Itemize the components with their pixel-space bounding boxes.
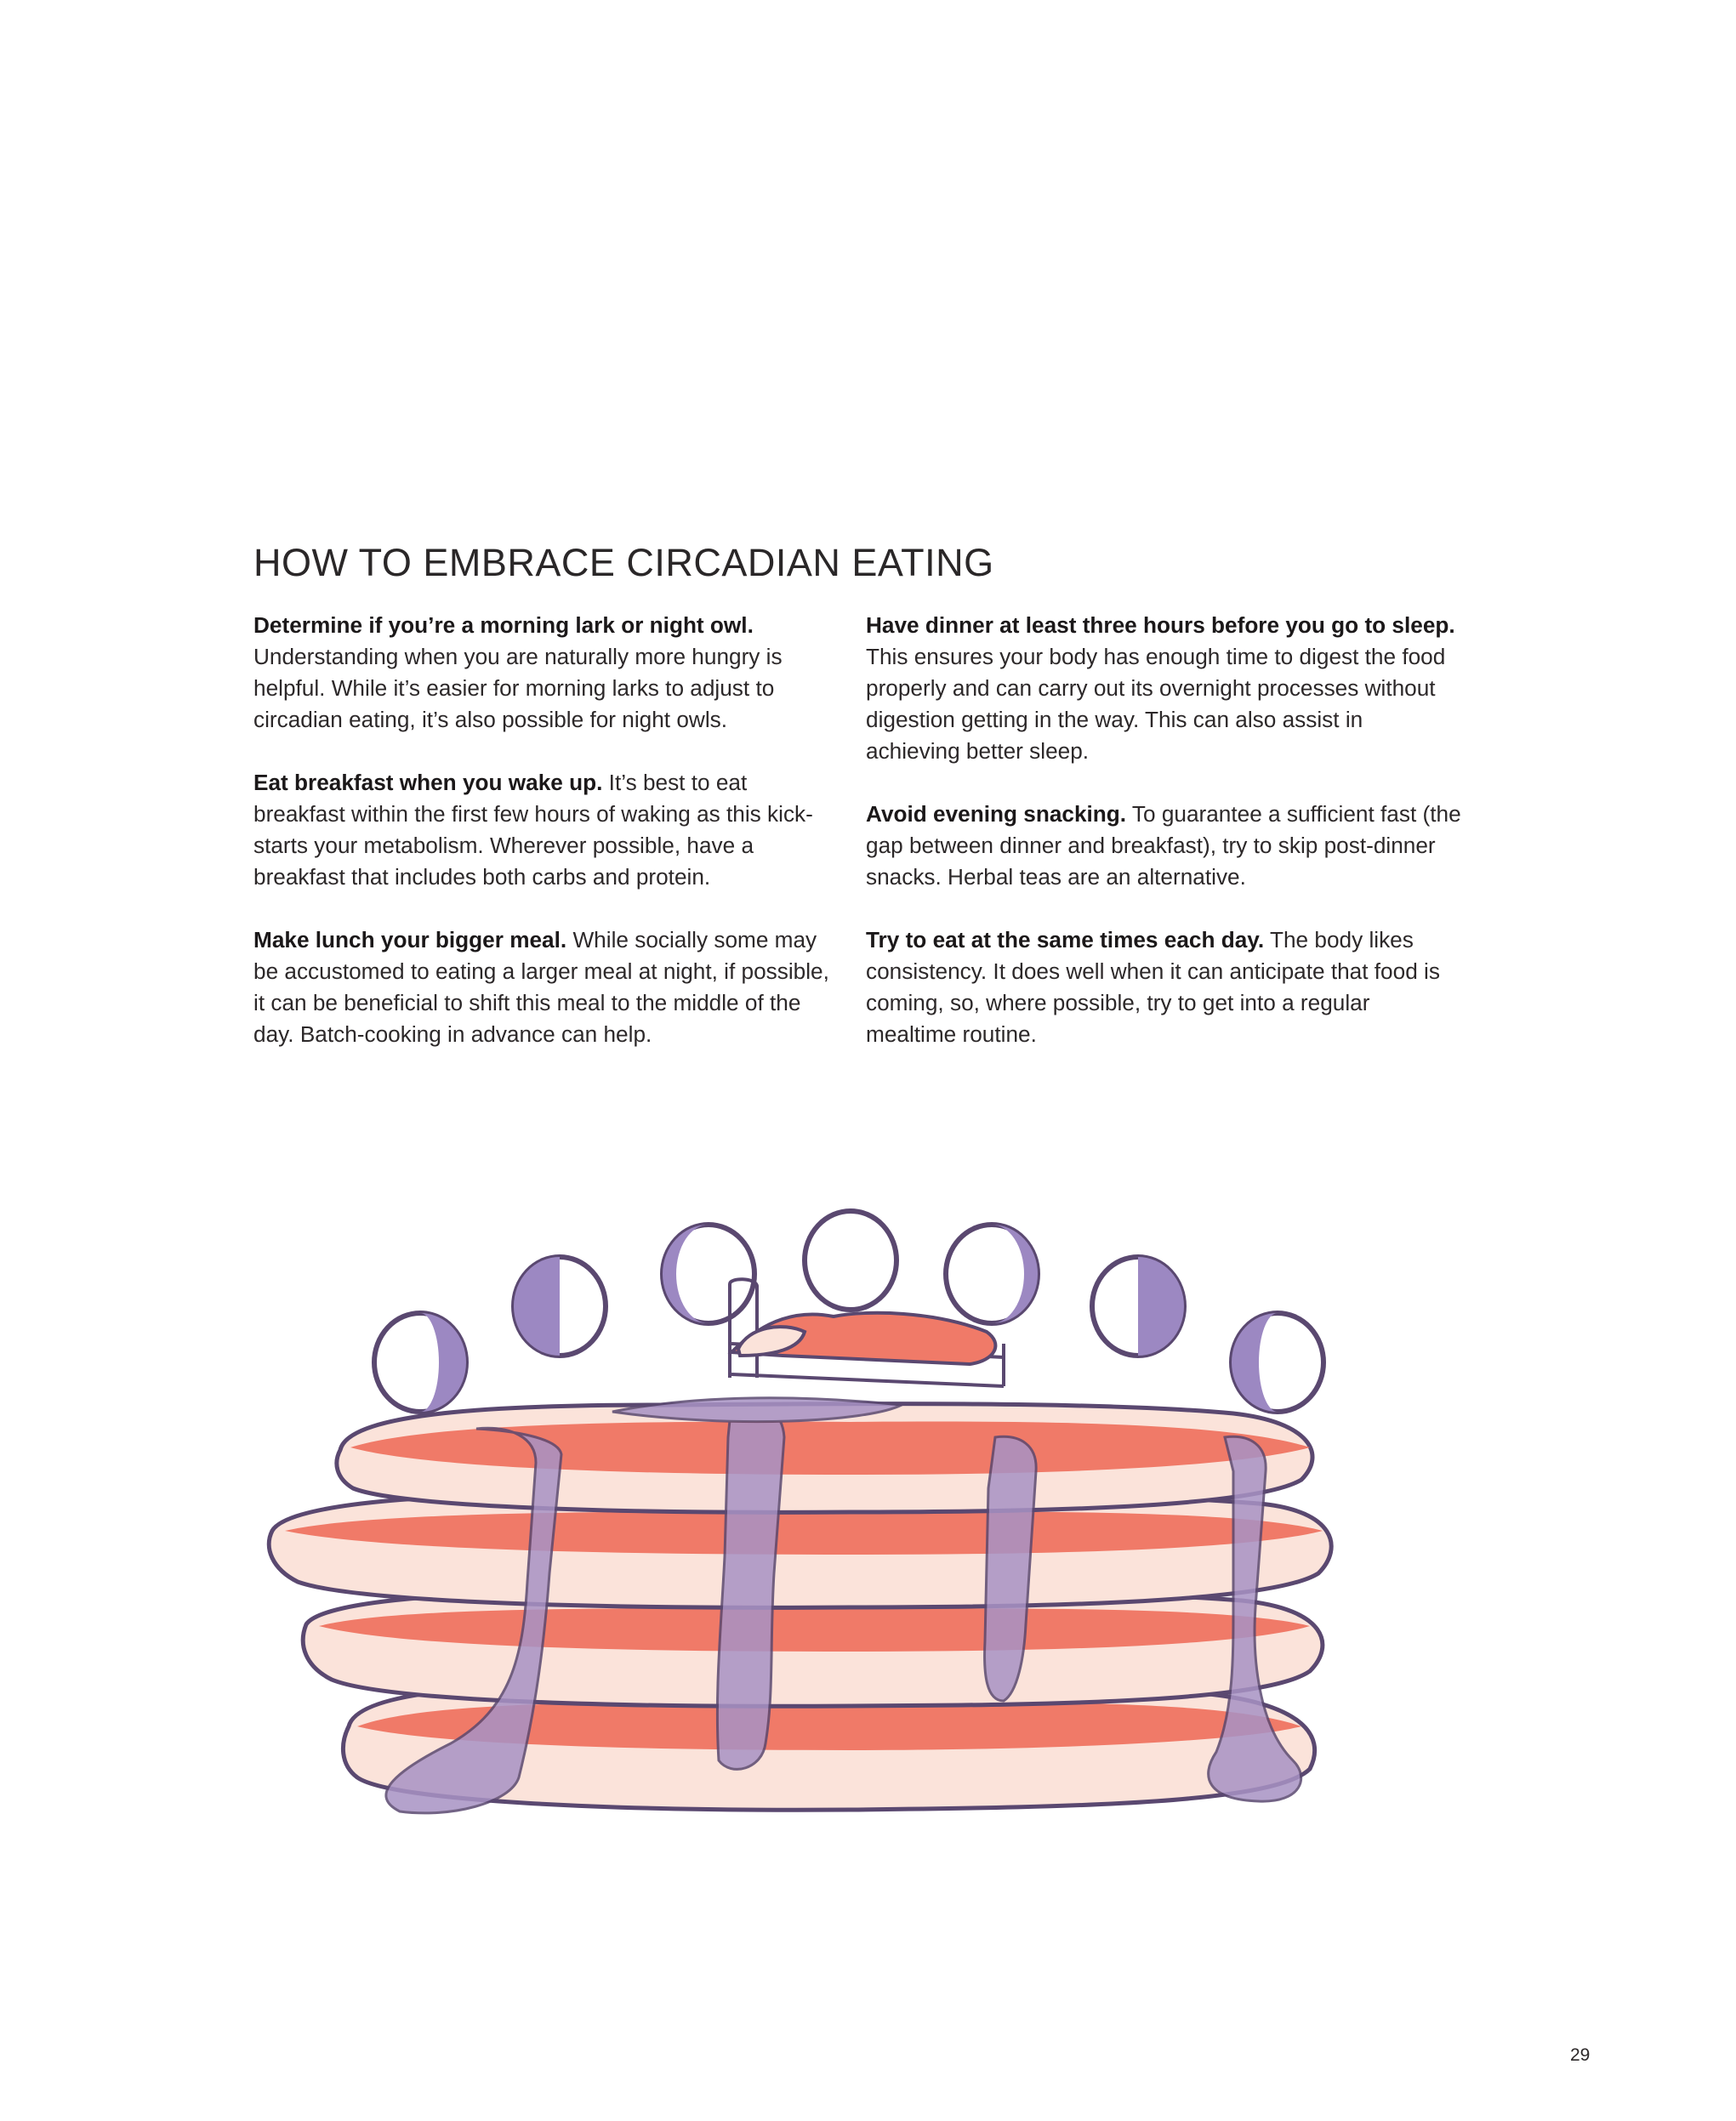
tip-dinner — [866, 610, 1461, 767]
tip-heading: Try to eat at the same times each day. — [866, 927, 1265, 952]
pancake-stack — [269, 1404, 1331, 1811]
tip-heading: Make lunch your bigger meal. — [253, 927, 567, 952]
tip-heading: Determine if you’re a morning lark or night owl. — [253, 612, 754, 638]
moon-full-icon — [805, 1211, 896, 1310]
tip-body: To guarantee a sufficient fast (the gap between dinner and breakfast), try to skip post-dinner snacks. Herbal teas are an alternative. — [866, 801, 1461, 890]
moon-waxing-gibbous-icon — [663, 1225, 754, 1323]
moon-phases — [374, 1211, 1323, 1412]
pancake-moon-illustration — [255, 1182, 1446, 1862]
moon-last-quarter-icon — [1092, 1257, 1184, 1356]
tip-snacking — [866, 799, 1461, 893]
page-number: 29 — [1570, 2045, 1591, 2065]
tip-lunch — [253, 924, 832, 1050]
page-title: HOW TO EMBRACE CIRCADIAN EATING — [253, 541, 994, 584]
tip-body: The body likes consistency. It does well when it can anticipate that food is coming, so, where possible, try to get into a regular mealtime routine. — [866, 927, 1440, 1047]
tip-body: This ensures your body has enough time to digest the food properly and can carry out its overnight processes without digestion getting in the way. This can also assist in achieving better sleep. — [866, 644, 1446, 764]
moon-waning-crescent-icon — [1232, 1313, 1323, 1412]
tip-heading: Avoid evening snacking. — [866, 801, 1127, 827]
tip-body: It’s best to eat breakfast within the first few hours of waking as this kick-starts your metabolism. Wherever possible, have a breakfast that includes both carbs and protein. — [253, 770, 813, 890]
moon-waning-gibbous-icon — [946, 1225, 1038, 1323]
tip-breakfast — [253, 767, 832, 893]
moon-waxing-crescent-icon — [374, 1313, 466, 1412]
tip-body: While socially some may be accustomed to eating a larger meal at night, if possible, it can be beneficial to shift this meal to the middle of the day. Batch-cooking in advance can help. — [253, 927, 829, 1047]
tip-consistency — [866, 924, 1461, 1050]
tips-column-left — [253, 610, 832, 1082]
tips-column-right — [866, 610, 1461, 1082]
tip-body: Understanding when you are naturally more hungry is helpful. While it’s easier for morning larks to adjust to circadian eating, it’s also possible for night owls. — [253, 644, 783, 732]
tip-heading: Eat breakfast when you wake up. — [253, 770, 603, 795]
tip-lark-or-owl — [253, 610, 832, 736]
tip-heading: Have dinner at least three hours before you go to sleep. — [866, 612, 1455, 638]
moon-first-quarter-icon — [514, 1257, 606, 1356]
